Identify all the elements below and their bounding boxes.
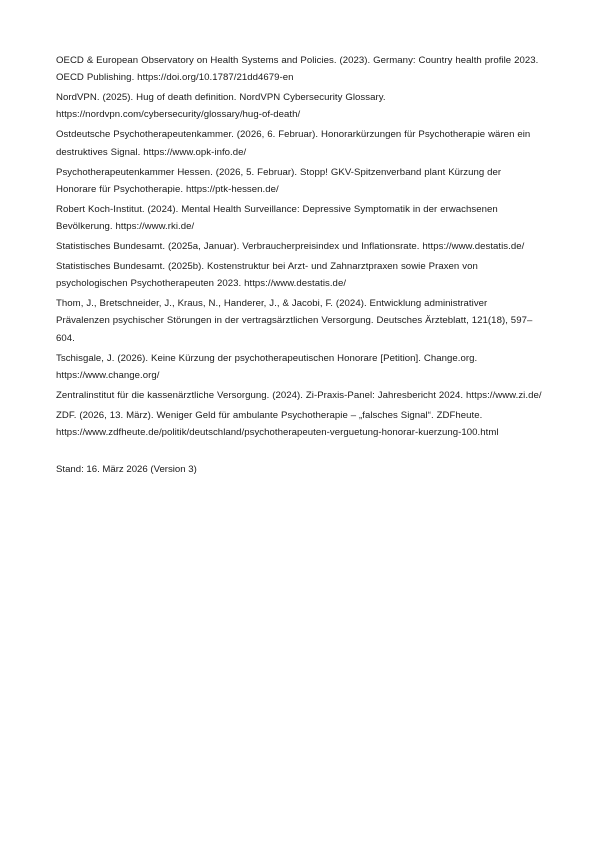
reference-entry: Psychotherapeutenkammer Hessen. (2026, 5. Februar). Stopp! GKV-Spitzenverband plant Kürzung der Honorare für Psychotherapie. https://ptk-hessen.de/ — [56, 166, 502, 195]
reference-entry: NordVPN. (2025). Hug of death definition. NordVPN Cybersecurity Glossary. https://nordvpn.com/cybersecurity/glossary/hug-of-death/ — [56, 92, 386, 121]
reference-entry: Zentralinstitut für die kassenärztliche Versorgung. (2024). Zi-Praxis-Panel: Jahresbericht 2024. https://www.zi.de/ — [56, 389, 542, 401]
status-line: Stand: 16. März 2026 (Version 3) — [56, 464, 197, 476]
reference-entry: Thom, J., Bretschneider, J., Kraus, N., Handerer, J., & Jacobi, F. (2024). Entwicklung administrativer Prävalenzen psychischer Störungen in der vertragsärztlichen Versorgung. Deutsches Ärzteblatt, 121(18), 597–604. — [56, 298, 533, 344]
reference-list — [56, 52, 544, 441]
reference-entry: Ostdeutsche Psychotherapeutenkammer. (2026, 6. Februar). Honorarkürzungen für Psychotherapie wären ein destruktives Signal. https://www.opk-info.de/ — [56, 129, 531, 158]
reference-entry: OECD & European Observatory on Health Systems and Policies. (2023). Germany: Country health profile 2023. OECD Publishing. https://doi.org/10.1787/21dd4679-en — [56, 55, 539, 84]
reference-entry: Robert Koch-Institut. (2024). Mental Health Surveillance: Depressive Symptomatik in der erwachsenen Bevölkerung. https://www.rki.de/ — [56, 203, 498, 233]
reference-entry: Statistisches Bundesamt. (2025a, Januar). Verbraucherpreisindex und Inflationsrate. https://www.destatis.de/ — [56, 240, 525, 252]
reference-entry: Statistisches Bundesamt. (2025b). Kostenstruktur bei Arzt- und Zahnarztpraxen sowie Praxen von psychologischen Psychotherapeuten 2023. https://www.destatis.de/ — [56, 260, 478, 290]
reference-entry: ZDF. (2026, 13. März). Weniger Geld für ambulante Psychotherapie – „falsches Signal“. ZDFheute. https://www.zdfheute.de/politik/deutschland/psychotherapeuten-verguetung-honorar-kuerzung-100.html — [56, 409, 499, 438]
reference-entry: Tschisgale, J. (2026). Keine Kürzung der psychotherapeutischen Honorare [Petition]. Change.org. https://www.change.org/ — [56, 352, 478, 381]
